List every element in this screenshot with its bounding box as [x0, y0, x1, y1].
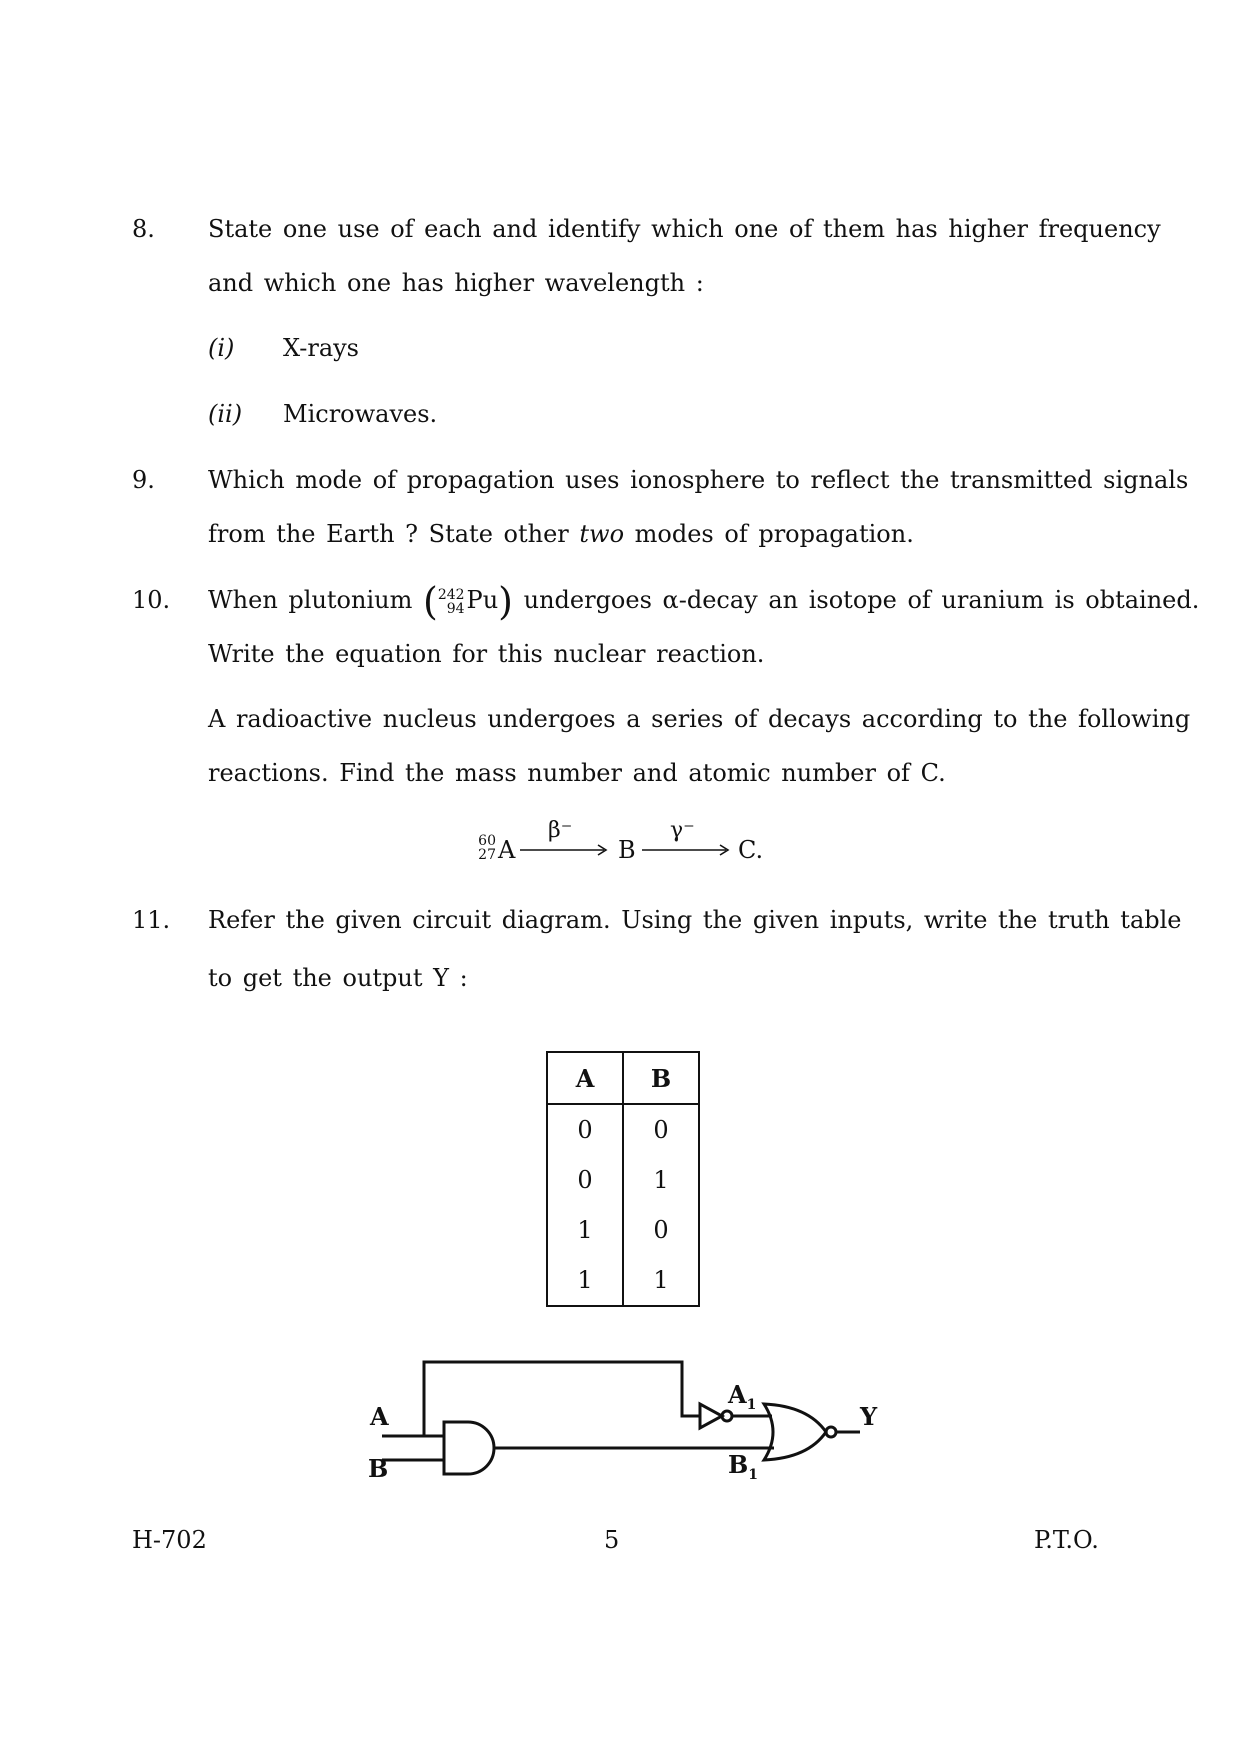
q10-or-line1: A radioactive nucleus undergoes a series of decays according to the following — [208, 705, 1191, 733]
table-cell: 0 — [623, 1104, 699, 1155]
reaction-a: A — [498, 836, 516, 864]
q8-item2-label: (ii) — [208, 400, 243, 428]
table-row — [547, 1205, 699, 1255]
reaction-b: B — [618, 836, 636, 864]
table-cell: 1 — [623, 1255, 699, 1306]
table-cell: 0 — [623, 1205, 699, 1255]
q10-line1: When plutonium (242 94Pu) undergoes α-decay an isotope of uranium is obtained. — [208, 579, 1200, 624]
q11-line2: to get the output Y : — [208, 964, 468, 992]
table-header-b: B — [623, 1052, 699, 1104]
q9-number: 9. — [132, 466, 155, 494]
pu-nuclide-numbers: 242 94 — [437, 586, 465, 617]
arrow2-label: γ⁻ — [670, 818, 695, 843]
logic-circuit — [360, 1340, 900, 1490]
table-row — [547, 1255, 699, 1306]
table-cell: 1 — [547, 1205, 623, 1255]
q8-line2: and which one has higher wavelength : — [208, 269, 704, 297]
table-header-row — [547, 1052, 699, 1104]
node-b1-label: $B_1$ — [728, 1450, 759, 1483]
q8-line1: State one use of each and identify which one of them has higher frequency — [208, 215, 1161, 243]
table-row — [547, 1104, 699, 1155]
a-nuclide-numbers: 60 27 — [478, 833, 496, 863]
q8-item1-text: X-rays — [283, 334, 359, 362]
circuit-wiring — [360, 1340, 900, 1490]
q9-line1: Which mode of propagation uses ionosphere to reflect the transmitted signals — [208, 466, 1189, 494]
truth-table — [546, 1051, 700, 1307]
page-number: 5 — [604, 1526, 620, 1554]
arrow1-label: β⁻ — [548, 818, 573, 843]
table-cell: 1 — [547, 1255, 623, 1306]
arrow2 — [642, 840, 732, 860]
table-cell: 0 — [547, 1155, 623, 1205]
output-y-label: Y — [860, 1402, 878, 1431]
table-cell: 1 — [623, 1155, 699, 1205]
input-b-label: B — [368, 1454, 389, 1483]
table-cell: 0 — [547, 1104, 623, 1155]
q10-or-line2: reactions. Find the mass number and atomic number of C. — [208, 759, 946, 787]
reaction-c: C. — [738, 836, 764, 864]
decay-reaction — [476, 818, 796, 872]
q11-number: 11. — [132, 906, 171, 934]
table-header-a: A — [547, 1052, 623, 1104]
pto-label: P.T.O. — [1034, 1526, 1099, 1554]
table-row — [547, 1155, 699, 1205]
q10-line2: Write the equation for this nuclear reaction. — [208, 640, 765, 668]
q10-number: 10. — [132, 586, 171, 614]
q9-line2: from the Earth ? State other two modes of propagation. — [208, 520, 914, 548]
q11-line1: Refer the given circuit diagram. Using the given inputs, write the truth table — [208, 906, 1182, 934]
paper-code: H-702 — [132, 1526, 207, 1554]
node-a1-label: $A_1$ — [728, 1380, 757, 1413]
input-a-label: A — [370, 1402, 389, 1431]
q8-item1-label: (i) — [208, 334, 235, 362]
q8-item2-text: Microwaves. — [283, 400, 438, 428]
q8-number: 8. — [132, 215, 155, 243]
arrow1 — [520, 840, 610, 860]
